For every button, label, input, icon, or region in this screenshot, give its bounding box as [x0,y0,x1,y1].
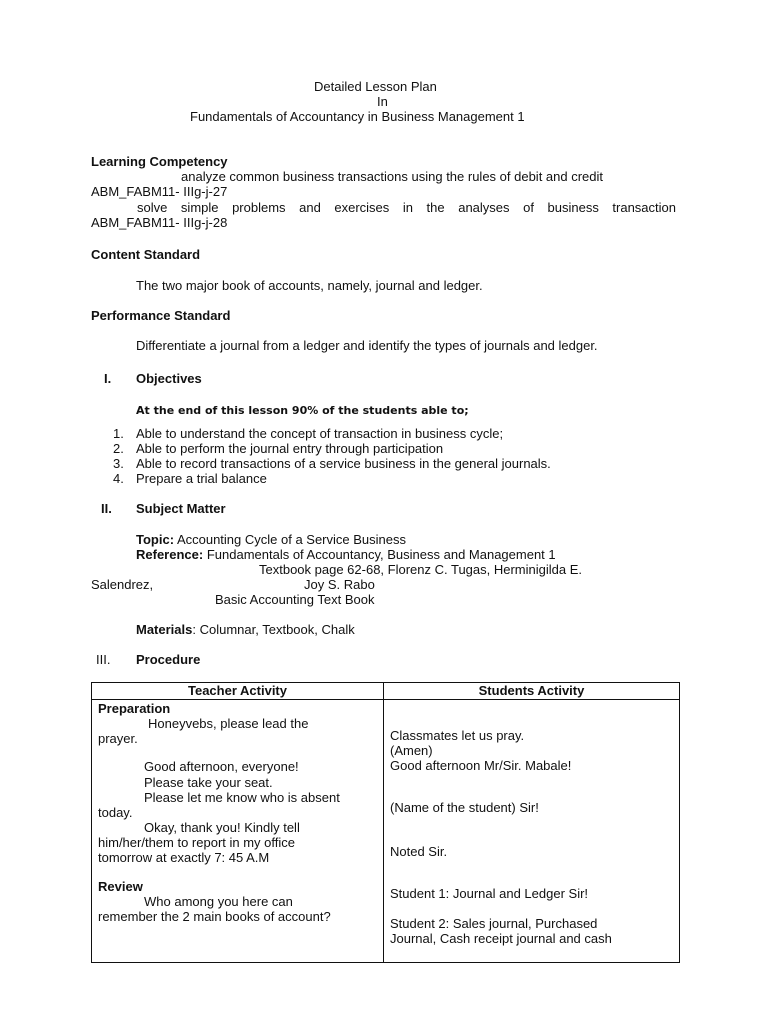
reference-value: Fundamentals of Accountancy, Business and Management 1 [206,547,556,562]
teacher-activity-cell [92,700,384,963]
objective-4-num: 4. [113,471,124,486]
reference-label: Reference: [136,547,204,562]
doc-title-in: In [377,94,388,109]
objective-4-text: Prepare a trial balance [136,471,267,486]
student-line: (Amen) [390,743,433,758]
topic-line [136,532,406,547]
objective-1-num: 1. [113,426,124,441]
topic-value: Accounting Cycle of a Service Business [176,532,406,547]
objective-2-num: 2. [113,441,124,456]
students-activity-cell [384,700,680,963]
objective-2-text: Able to perform the journal entry through participation [136,441,444,456]
materials-line [136,622,355,637]
teacher-line: prayer. [98,731,138,746]
content-standard-text: The two major book of accounts, namely, journal and ledger. [136,278,483,293]
topic-label: Topic: [136,532,175,547]
competency-2-code: ABM_FABM11- IIIg-j-28 [91,215,228,230]
reference-line-3a: Salendrez, [91,577,154,592]
subject-matter-numeral: II. [101,501,112,516]
student-line: Classmates let us pray. [390,728,525,743]
objectives-heading: Objectives [136,371,202,386]
objectives-numeral: I. [104,371,112,386]
materials-label: Materials [136,622,193,637]
doc-subject: Fundamentals of Accountancy in Business Management 1 [190,109,525,124]
competency-1-text: analyze common business transactions using the rules of debit and credit [181,169,604,184]
procedure-heading: Procedure [136,652,201,667]
reference-line-3b: Joy S. Rabo [304,577,375,592]
teacher-line: Please let me know who is absent [144,790,340,805]
student-line: Noted Sir. [390,844,448,859]
materials-value: : Columnar, Textbook, Chalk [192,622,355,637]
student-line: Student 2: Sales journal, Purchased [390,916,598,931]
reference-line-4: Basic Accounting Text Book [215,592,375,607]
performance-standard-text: Differentiate a journal from a ledger and identify the types of journals and ledger. [136,338,598,353]
learning-competency-heading: Learning Competency [91,154,228,169]
student-line: Student 1: Journal and Ledger Sir! [390,886,589,901]
teacher-line: remember the 2 main books of account? [98,909,331,924]
performance-standard-heading: Performance Standard [91,308,231,323]
reference-line [136,547,556,562]
teacher-line: Who among you here can [144,894,293,909]
review-heading: Review [98,879,143,894]
students-activity-header: Students Activity [384,683,680,700]
procedure-table [91,682,680,963]
objective-3-num: 3. [113,456,124,471]
reference-line-2: Textbook page 62-68, Florenz C. Tugas, Herminigilda E. [259,562,583,577]
subject-matter-heading: Subject Matter [136,501,226,516]
teacher-line: Good afternoon, everyone! [144,759,299,774]
doc-title: Detailed Lesson Plan [314,79,437,94]
competency-1-code: ABM_FABM11- IIIg-j-27 [91,184,228,199]
competency-2-text: solve simple problems and exercises in the analyses of business transaction [137,200,676,215]
teacher-line: Honeyvebs, please lead the [148,716,309,731]
teacher-line: him/her/them to report in my office [98,835,296,850]
teacher-line: Okay, thank you! Kindly tell [144,820,300,835]
objectives-intro: At the end of this lesson 90% of the students able to; [136,404,469,417]
student-line: Journal, Cash receipt journal and cash [390,931,612,946]
student-line: (Name of the student) Sir! [390,800,539,815]
teacher-activity-header: Teacher Activity [92,683,384,700]
objective-3-text: Able to record transactions of a service business in the general journals. [136,456,551,471]
teacher-line: tomorrow at exactly 7: 45 A.M [98,850,270,865]
teacher-line: today. [98,805,133,820]
preparation-heading: Preparation [98,701,171,716]
content-standard-heading: Content Standard [91,247,201,262]
objective-1-text: Able to understand the concept of transaction in business cycle; [136,426,504,441]
student-line: Good afternoon Mr/Sir. Mabale! [390,758,572,773]
teacher-line: Please take your seat. [144,775,273,790]
table-row [92,700,680,963]
procedure-numeral: III. [96,652,111,667]
procedure-table-header [92,683,680,700]
